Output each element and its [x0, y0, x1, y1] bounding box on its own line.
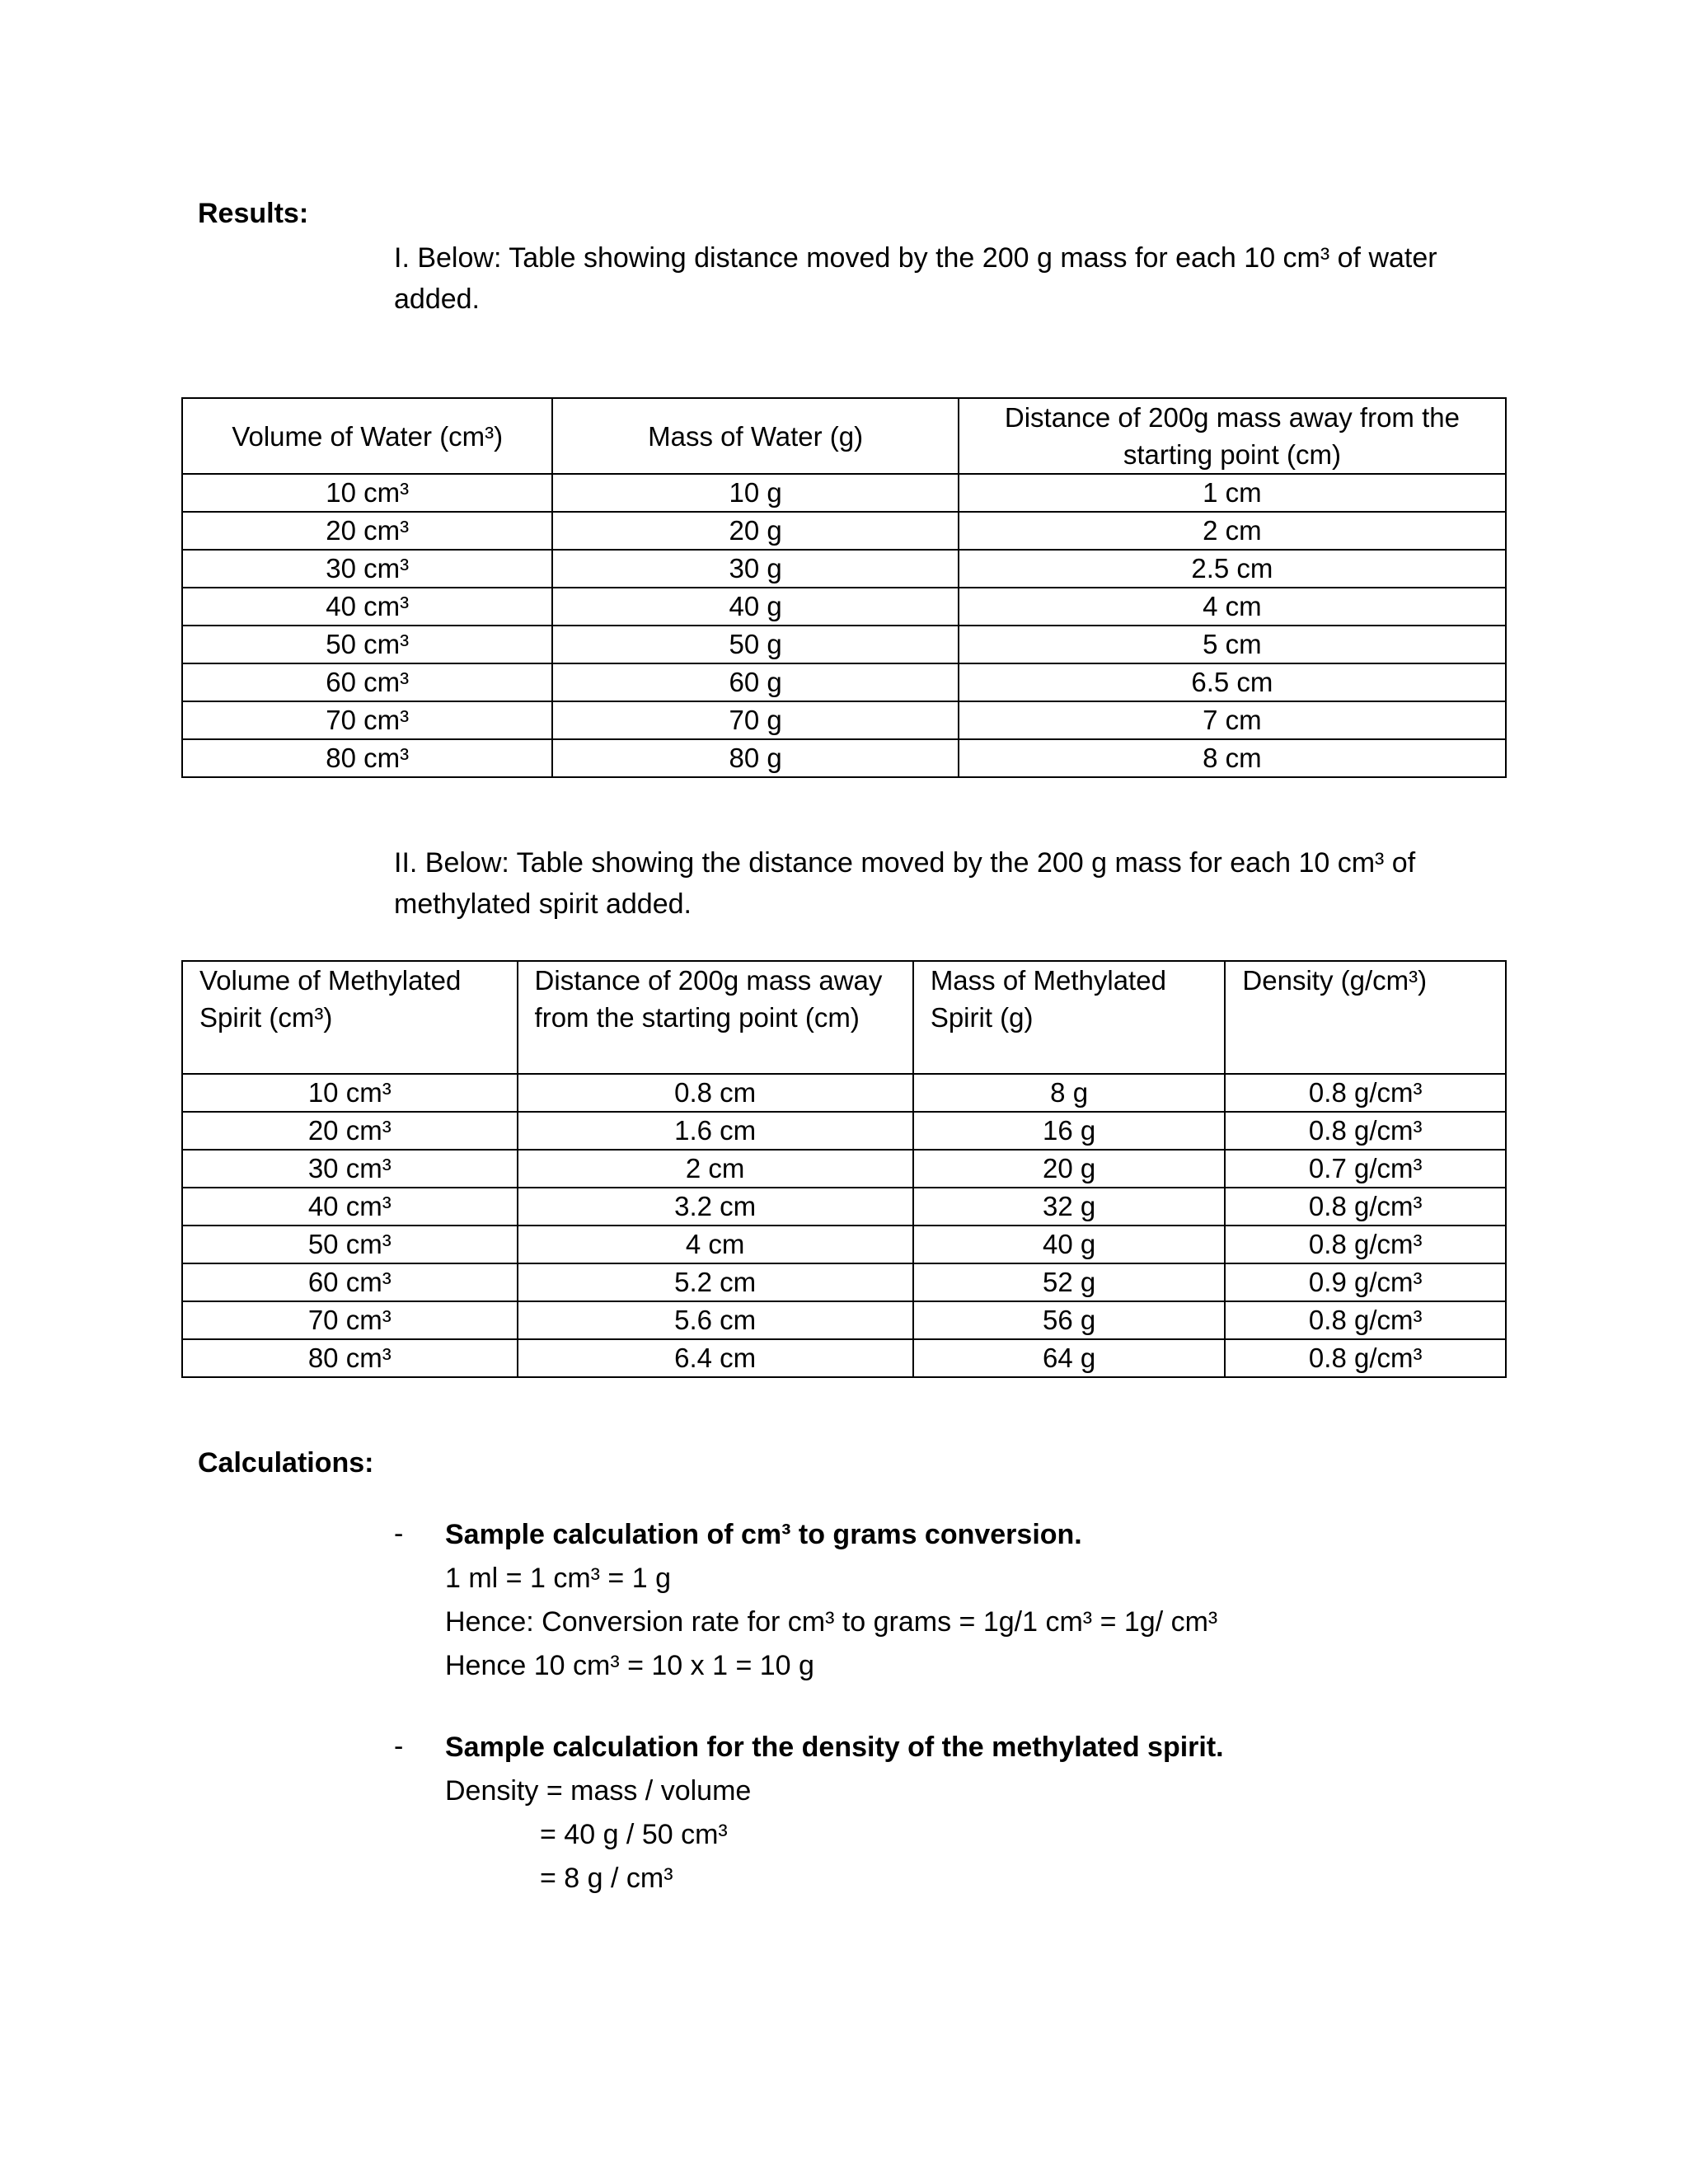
table-header-row	[182, 961, 1506, 1074]
table-row	[182, 626, 1506, 663]
table-cell: 50 g	[552, 626, 958, 663]
table-cell: 40 g	[913, 1226, 1226, 1263]
table-cell: 6.4 cm	[518, 1339, 913, 1377]
table-cell: 30 cm³	[182, 550, 552, 588]
table-row	[182, 474, 1506, 512]
table-cell: 0.8 g/cm³	[1225, 1112, 1506, 1150]
table-cell: 70 cm³	[182, 701, 552, 739]
table-cell: 40 cm³	[182, 588, 552, 626]
header-cell: Volume of Water (cm³)	[182, 398, 552, 474]
calc2-title: Sample calculation for the density of the methylated spirit.	[445, 1732, 1224, 1763]
header-cell: Distance of 200g mass away from the starting point (cm)	[959, 398, 1506, 474]
table-cell: 5.2 cm	[518, 1263, 913, 1301]
table-cell: 7 cm	[959, 701, 1506, 739]
table-cell: 40 cm³	[182, 1188, 518, 1226]
table-row	[182, 1301, 1506, 1339]
table-cell: 10 cm³	[182, 474, 552, 512]
table-row	[182, 739, 1506, 777]
table-row	[182, 1263, 1506, 1301]
table-cell: 64 g	[913, 1339, 1226, 1377]
table-cell: 1.6 cm	[518, 1112, 913, 1150]
table-cell: 60 g	[552, 663, 958, 701]
table-row	[182, 1074, 1506, 1112]
table-row	[182, 550, 1506, 588]
table-cell: 2 cm	[959, 512, 1506, 550]
bullet-dash: -	[394, 1518, 404, 1549]
calc1-line: 1 ml = 1 cm³ = 1 g	[445, 1563, 671, 1594]
table-cell: 52 g	[913, 1263, 1226, 1301]
table-cell: 2 cm	[518, 1150, 913, 1188]
table-cell: 80 g	[552, 739, 958, 777]
table-cell: 40 g	[552, 588, 958, 626]
table-cell: 80 cm³	[182, 739, 552, 777]
table-row	[182, 1226, 1506, 1263]
methylated-spirit-results-table	[181, 960, 1507, 1378]
table-cell: 50 cm³	[182, 626, 552, 663]
table-cell: 10 g	[552, 474, 958, 512]
calc2-block	[445, 1726, 1517, 1900]
calc2-line: Density = mass / volume	[445, 1775, 752, 1807]
table-row	[182, 1150, 1506, 1188]
table-cell: 30 cm³	[182, 1150, 518, 1188]
table-cell: 0.8 g/cm³	[1225, 1188, 1506, 1226]
table-cell: 0.8 g/cm³	[1225, 1226, 1506, 1263]
table-cell: 16 g	[913, 1112, 1226, 1150]
table-cell: 20 cm³	[182, 1112, 518, 1150]
table-cell: 10 cm³	[182, 1074, 518, 1112]
calc2-line: = 40 g / 50 cm³	[540, 1819, 728, 1850]
table-cell: 20 g	[552, 512, 958, 550]
calc1-line: Hence: Conversion rate for cm³ to grams = 1g/1 cm³ = 1g/ cm³	[445, 1606, 1218, 1638]
table-cell: 70 g	[552, 701, 958, 739]
bullet-dash: -	[394, 1731, 404, 1762]
table-row	[182, 1188, 1506, 1226]
table-cell: 0.8 cm	[518, 1074, 913, 1112]
water-results-table	[181, 397, 1507, 778]
table-cell: 0.8 g/cm³	[1225, 1339, 1506, 1377]
calculations-heading: Calculations:	[198, 1447, 374, 1479]
table-cell: 0.7 g/cm³	[1225, 1150, 1506, 1188]
table-cell: 8 cm	[959, 739, 1506, 777]
table-cell: 4 cm	[959, 588, 1506, 626]
table-cell: 60 cm³	[182, 1263, 518, 1301]
table-header-row	[182, 398, 1506, 474]
table-cell: 0.8 g/cm³	[1225, 1301, 1506, 1339]
table2-caption: II. Below: Table showing the distance moved by the 200 g mass for each 10 cm³ of methylated spirit added.	[394, 847, 1416, 920]
table-cell: 5 cm	[959, 626, 1506, 663]
calc1-title: Sample calculation of cm³ to grams conversion.	[445, 1519, 1082, 1550]
results-heading: Results:	[198, 198, 309, 229]
table-row	[182, 588, 1506, 626]
table-cell: 8 g	[913, 1074, 1226, 1112]
table-cell: 80 cm³	[182, 1339, 518, 1377]
table-row	[182, 512, 1506, 550]
table-cell: 50 cm³	[182, 1226, 518, 1263]
table-cell: 20 cm³	[182, 512, 552, 550]
table-cell: 60 cm³	[182, 663, 552, 701]
header-cell: Distance of 200g mass away from the starting point (cm)	[518, 961, 913, 1074]
table-cell: 20 g	[913, 1150, 1226, 1188]
header-cell: Volume of Methylated Spirit (cm³)	[182, 961, 518, 1074]
table-cell: 56 g	[913, 1301, 1226, 1339]
table-cell: 4 cm	[518, 1226, 913, 1263]
table-cell: 32 g	[913, 1188, 1226, 1226]
table-cell: 3.2 cm	[518, 1188, 913, 1226]
table-cell: 70 cm³	[182, 1301, 518, 1339]
header-cell: Mass of Water (g)	[552, 398, 958, 474]
table-cell: 0.9 g/cm³	[1225, 1263, 1506, 1301]
table-cell: 30 g	[552, 550, 958, 588]
calc1-line: Hence 10 cm³ = 10 x 1 = 10 g	[445, 1650, 814, 1681]
table-cell: 5.6 cm	[518, 1301, 913, 1339]
table1-caption: I. Below: Table showing distance moved by the 200 g mass for each 10 cm³ of water added.	[394, 242, 1437, 315]
table-row	[182, 1112, 1506, 1150]
table-cell: 0.8 g/cm³	[1225, 1074, 1506, 1112]
header-cell: Mass of Methylated Spirit (g)	[913, 961, 1226, 1074]
table-cell: 1 cm	[959, 474, 1506, 512]
header-cell: Density (g/cm³)	[1225, 961, 1506, 1074]
table-cell: 6.5 cm	[959, 663, 1506, 701]
calc1-block	[445, 1513, 1517, 1688]
table-row	[182, 701, 1506, 739]
table-cell: 2.5 cm	[959, 550, 1506, 588]
calc2-line: = 8 g / cm³	[540, 1863, 673, 1894]
table-row	[182, 663, 1506, 701]
table-row	[182, 1339, 1506, 1377]
